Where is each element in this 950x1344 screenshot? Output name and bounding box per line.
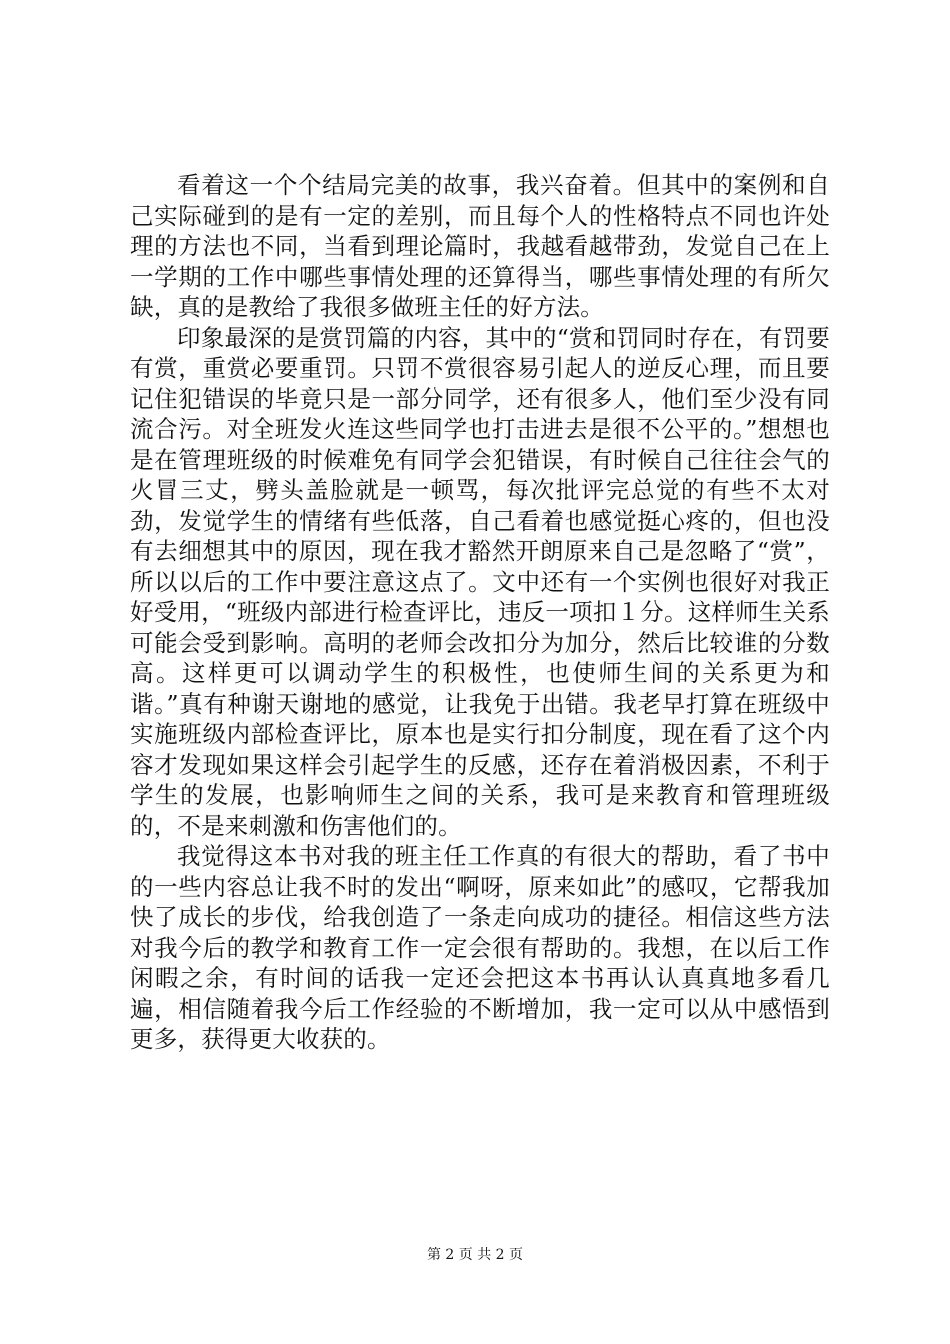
paragraph-3: 我觉得这本书对我的班主任工作真的有很大的帮助，看了书中的一些内容总让我不时的发出“啊呀，原来如此”的感叹，它帮我加快了成长的步伐，给我创造了一条走向成功的捷径。相信这些方法对我今后的教学和教育工作一定会很有帮助的。我想，在以后工作闲暇之余，有时间的话我一定还会把这本书再认认真真地多看几遍，相信随着我今后工作经验的不断增加，我一定可以从中感悟到更多，获得更大收获的。 xyxy=(130,842,830,1053)
body-text xyxy=(130,170,830,1055)
page-footer: 第 2 页 共 2 页 xyxy=(426,1247,524,1263)
paragraph-1: 看着这一个个结局完美的故事，我兴奋着。但其中的案例和自己实际碰到的是有一定的差别，而且每个人的性格特点不同也许处理的方法也不同，当看到理论篇时，我越看越带劲，发觉自己在上一学期的工作中哪些事情处理的还算得当，哪些事情处理的有所欠缺，真的是教给了我很多做班主任的好方法。 xyxy=(130,171,830,321)
paragraph-2: 印象最深的是赏罚篇的内容，其中的“赏和罚同时存在，有罚要有赏，重赏必要重罚。只罚不赏很容易引起人的逆反心理，而且要记住犯错误的毕竟只是一部分同学，还有很多人，他们至少没有同流合污。对全班发火连这些同学也打击进去是很不公平的。”想想也是在管理班级的时候难免有同学会犯错误，有时候自己往往会气的火冒三丈，劈头盖脸就是一顿骂，每次批评完总觉的有些不太对劲，发觉学生的情绪有些低落，自己看着也感觉挺心疼的，但也没有去细想其中的原因，现在我才豁然开朗原来自己是忽略了“赏”，所以以后的工作中要注意这点了。文中还有一个实例也很好对我正好受用，“班级内部进行检查评比，违反一项扣１分。这样师生关系可能会受到影响。高明的老师会改扣分为加分，然后比较谁的分数高。这样更可以调动学生的积极性，也使师生间的关系更为和谐。”真有种谢天谢地的感觉，让我免于出错。我老早打算在班级中实施班级内部检查评比，原本也是实行扣分制度，现在看了这个内容才发现如果这样会引起学生的反感，还存在着消极因素，不利于学生的发展，也影响师生之间的关系，我可是来教育和管理班级的，不是来刺激和伤害他们的。 xyxy=(130,323,830,840)
